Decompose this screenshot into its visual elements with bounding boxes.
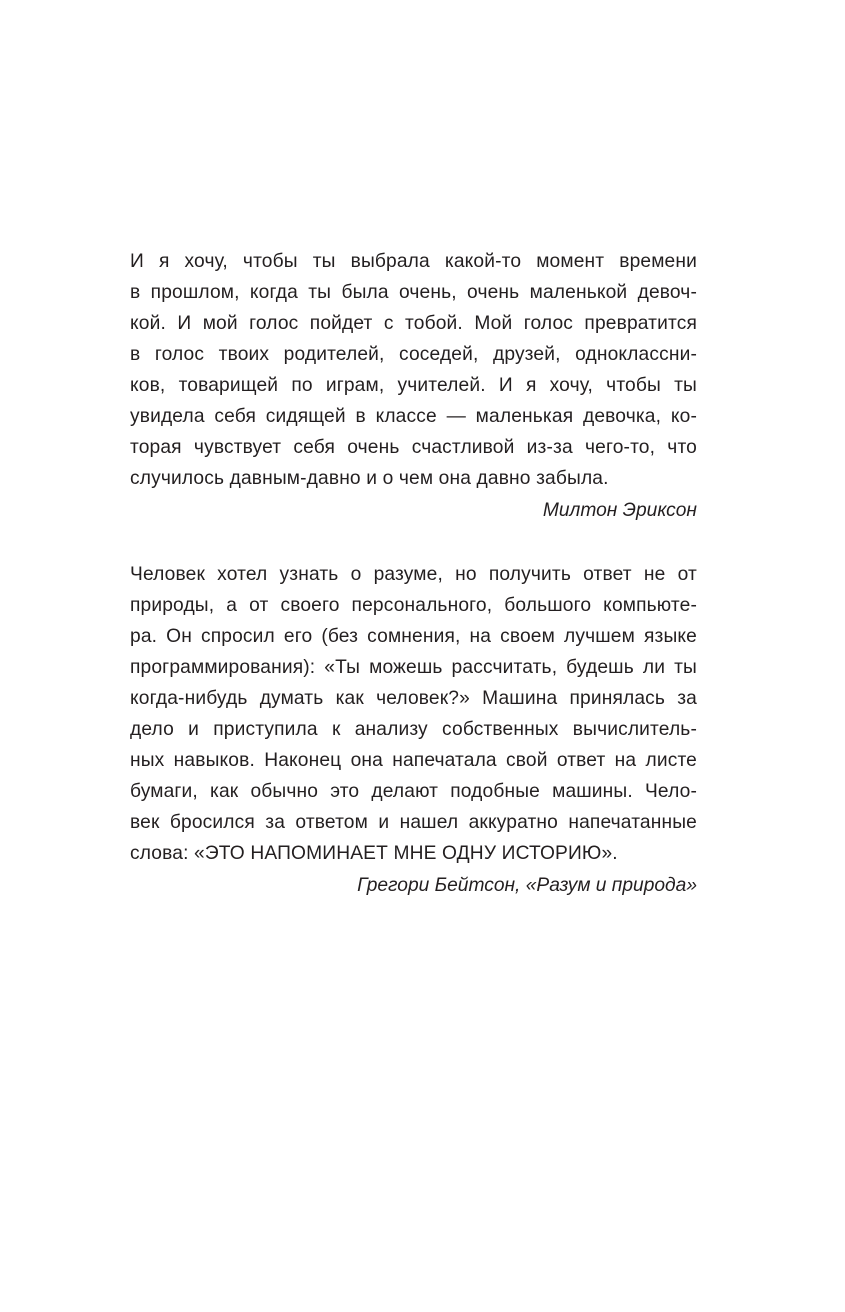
epigraph-line: И я хочу, чтобы ты выбрала какой-то момент времени (130, 251, 697, 272)
epigraph-line: программирования): «Ты можешь рассчитать, будешь ли ты (130, 657, 697, 678)
epigraph-line: в голос твоих родителей, соседей, друзей, одноклассни- (130, 344, 697, 365)
epigraph-erickson (130, 246, 697, 526)
epigraph-line: кой. И мой голос пойдет с тобой. Мой голос превратится (130, 313, 697, 334)
epigraph-line: ных навыков. Наконец она напечатала свой ответ на листе (130, 750, 697, 771)
epigraph-line: природы, а от своего персонального, большого компьюте- (130, 595, 697, 616)
epigraph-line: когда-нибудь думать как человек?» Машина принялась за (130, 688, 697, 709)
epigraph-line: случилось давным-давно и о чем она давно забыла. (130, 468, 609, 489)
epigraph-line: увидела себя сидящей в классе — маленькая девочка, ко- (130, 406, 697, 427)
epigraph-attribution: Грегори Бейтсон, «Разум и природа» (357, 875, 697, 896)
epigraph-line: бумаги, как обычно это делают подобные машины. Чело- (130, 781, 697, 802)
epigraph-line: Человек хотел узнать о разуме, но получить ответ не от (130, 564, 697, 585)
epigraph-line: в прошлом, когда ты была очень, очень маленькой девоч- (130, 282, 697, 303)
epigraph-line: век бросился за ответом и нашел аккуратно напечатанные (130, 812, 697, 833)
epigraph-bateson (130, 559, 697, 901)
epigraph-line: дело и приступила к анализу собственных вычислитель- (130, 719, 697, 740)
epigraph-line: ра. Он спросил его (без сомнения, на своем лучшем языке (130, 626, 697, 647)
epigraph-line: торая чувствует себя очень счастливой из-за чего-то, что (130, 437, 697, 458)
epigraph-line: ков, товарищей по играм, учителей. И я хочу, чтобы ты (130, 375, 697, 396)
epigraph-line: слова: «ЭТО НАПОМИНАЕТ МНЕ ОДНУ ИСТОРИЮ». (130, 843, 618, 864)
epigraph-attribution: Милтон Эриксон (542, 500, 697, 521)
